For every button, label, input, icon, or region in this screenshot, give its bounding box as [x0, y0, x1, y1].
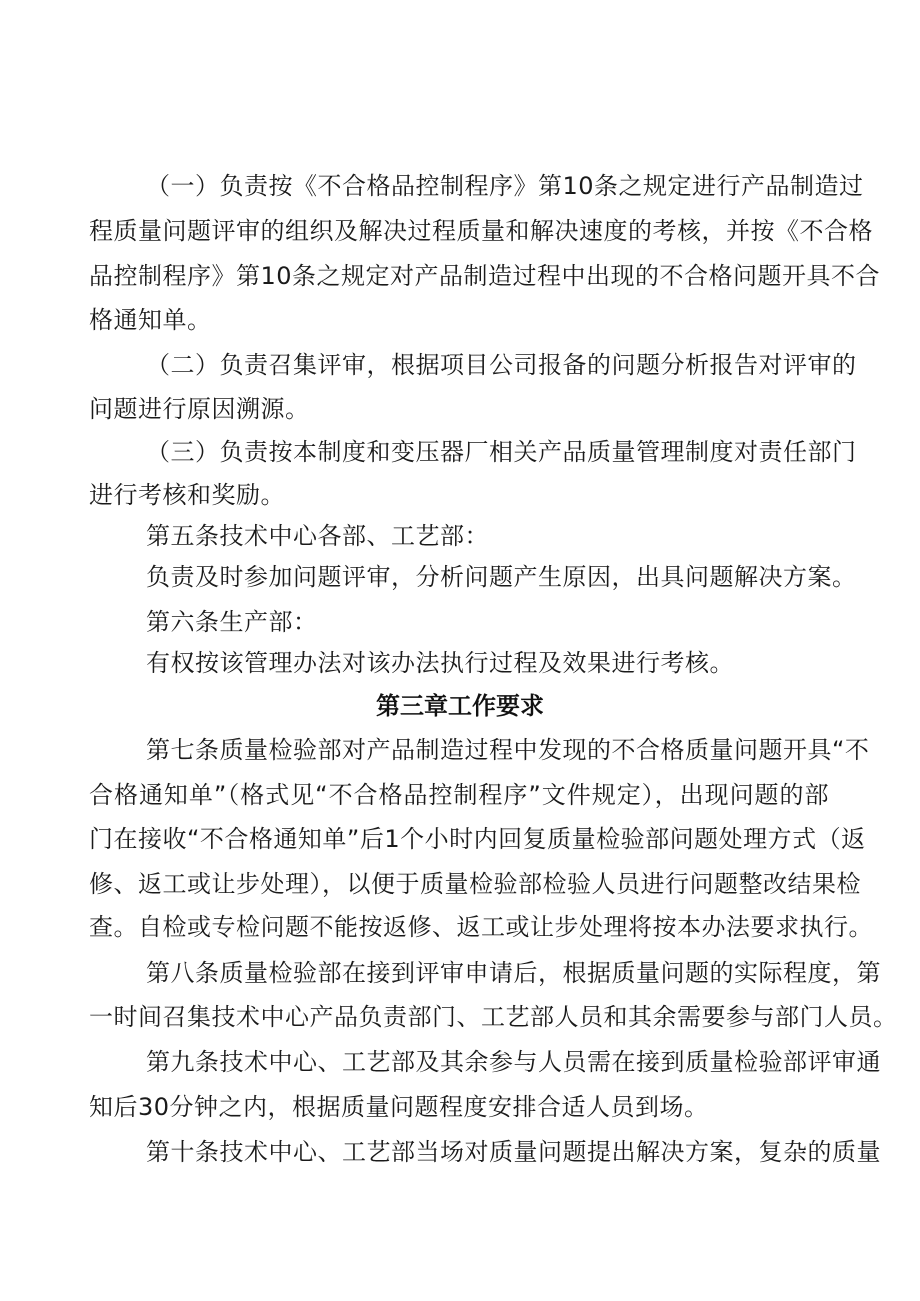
paragraph-line: 第八条质量检验部在接到评审申请后，根据质量问题的实际程度，第 [146, 959, 881, 987]
paragraph-line: 合格通知单”（格式见“不合格品控制程序”文件规定），出现问题的部 [89, 781, 829, 809]
paragraph-line: 进行考核和奖励。 [89, 481, 285, 509]
paragraph-line: 查。自检或专检问题不能按返修、返工或让步处理将按本办法要求执行。 [89, 913, 873, 941]
paragraph-line: 知后30分钟之内，根据质量问题程度安排合适人员到场。 [89, 1093, 709, 1121]
article-heading: 第六条生产部： [146, 608, 318, 636]
paragraph-line: 程质量问题评审的组织及解决过程质量和解决速度的考核，并按《不合格 [89, 217, 873, 245]
paragraph-line: 第七条质量检验部对产品制造过程中发现的不合格质量问题开具“不 [146, 736, 870, 764]
paragraph-line: （三）负责按本制度和变压器厂相关产品质量管理制度对责任部门 [146, 438, 857, 466]
paragraph-line: 格通知单。 [89, 306, 212, 334]
paragraph-line: 门在接收“不合格通知单”后1个小时内回复质量检验部问题处理方式（返 [89, 825, 866, 853]
paragraph-line: 有权按该管理办法对该办法执行过程及效果进行考核。 [146, 649, 734, 677]
paragraph-line: 负责及时参加问题评审，分析问题产生原因，出具问题解决方案。 [146, 563, 857, 591]
paragraph-line: 品控制程序》第10条之规定对产品制造过程中出现的不合格问题开具不合 [89, 262, 881, 290]
paragraph-line: 第九条技术中心、工艺部及其余参与人员需在接到质量检验部评审通 [146, 1048, 881, 1076]
paragraph-line: 问题进行原因溯源。 [89, 395, 310, 423]
chapter-heading: 第三章工作要求 [376, 692, 544, 720]
paragraph-line: （一）负责按《不合格品控制程序》第10条之规定进行产品制造过 [146, 172, 864, 200]
paragraph-line: 一时间召集技术中心产品负责部门、工艺部人员和其余需要参与部门人员。 [89, 1003, 898, 1031]
article-heading: 第五条技术中心各部、工艺部： [146, 522, 489, 550]
paragraph-line: 修、返工或让步处理），以便于质量检验部检验人员进行问题整改结果检 [89, 870, 861, 898]
paragraph-line: 第十条技术中心、工艺部当场对质量问题提出解决方案，复杂的质量 [146, 1138, 881, 1166]
paragraph-line: （二）负责召集评审，根据项目公司报备的问题分析报告对评审的 [146, 351, 857, 379]
